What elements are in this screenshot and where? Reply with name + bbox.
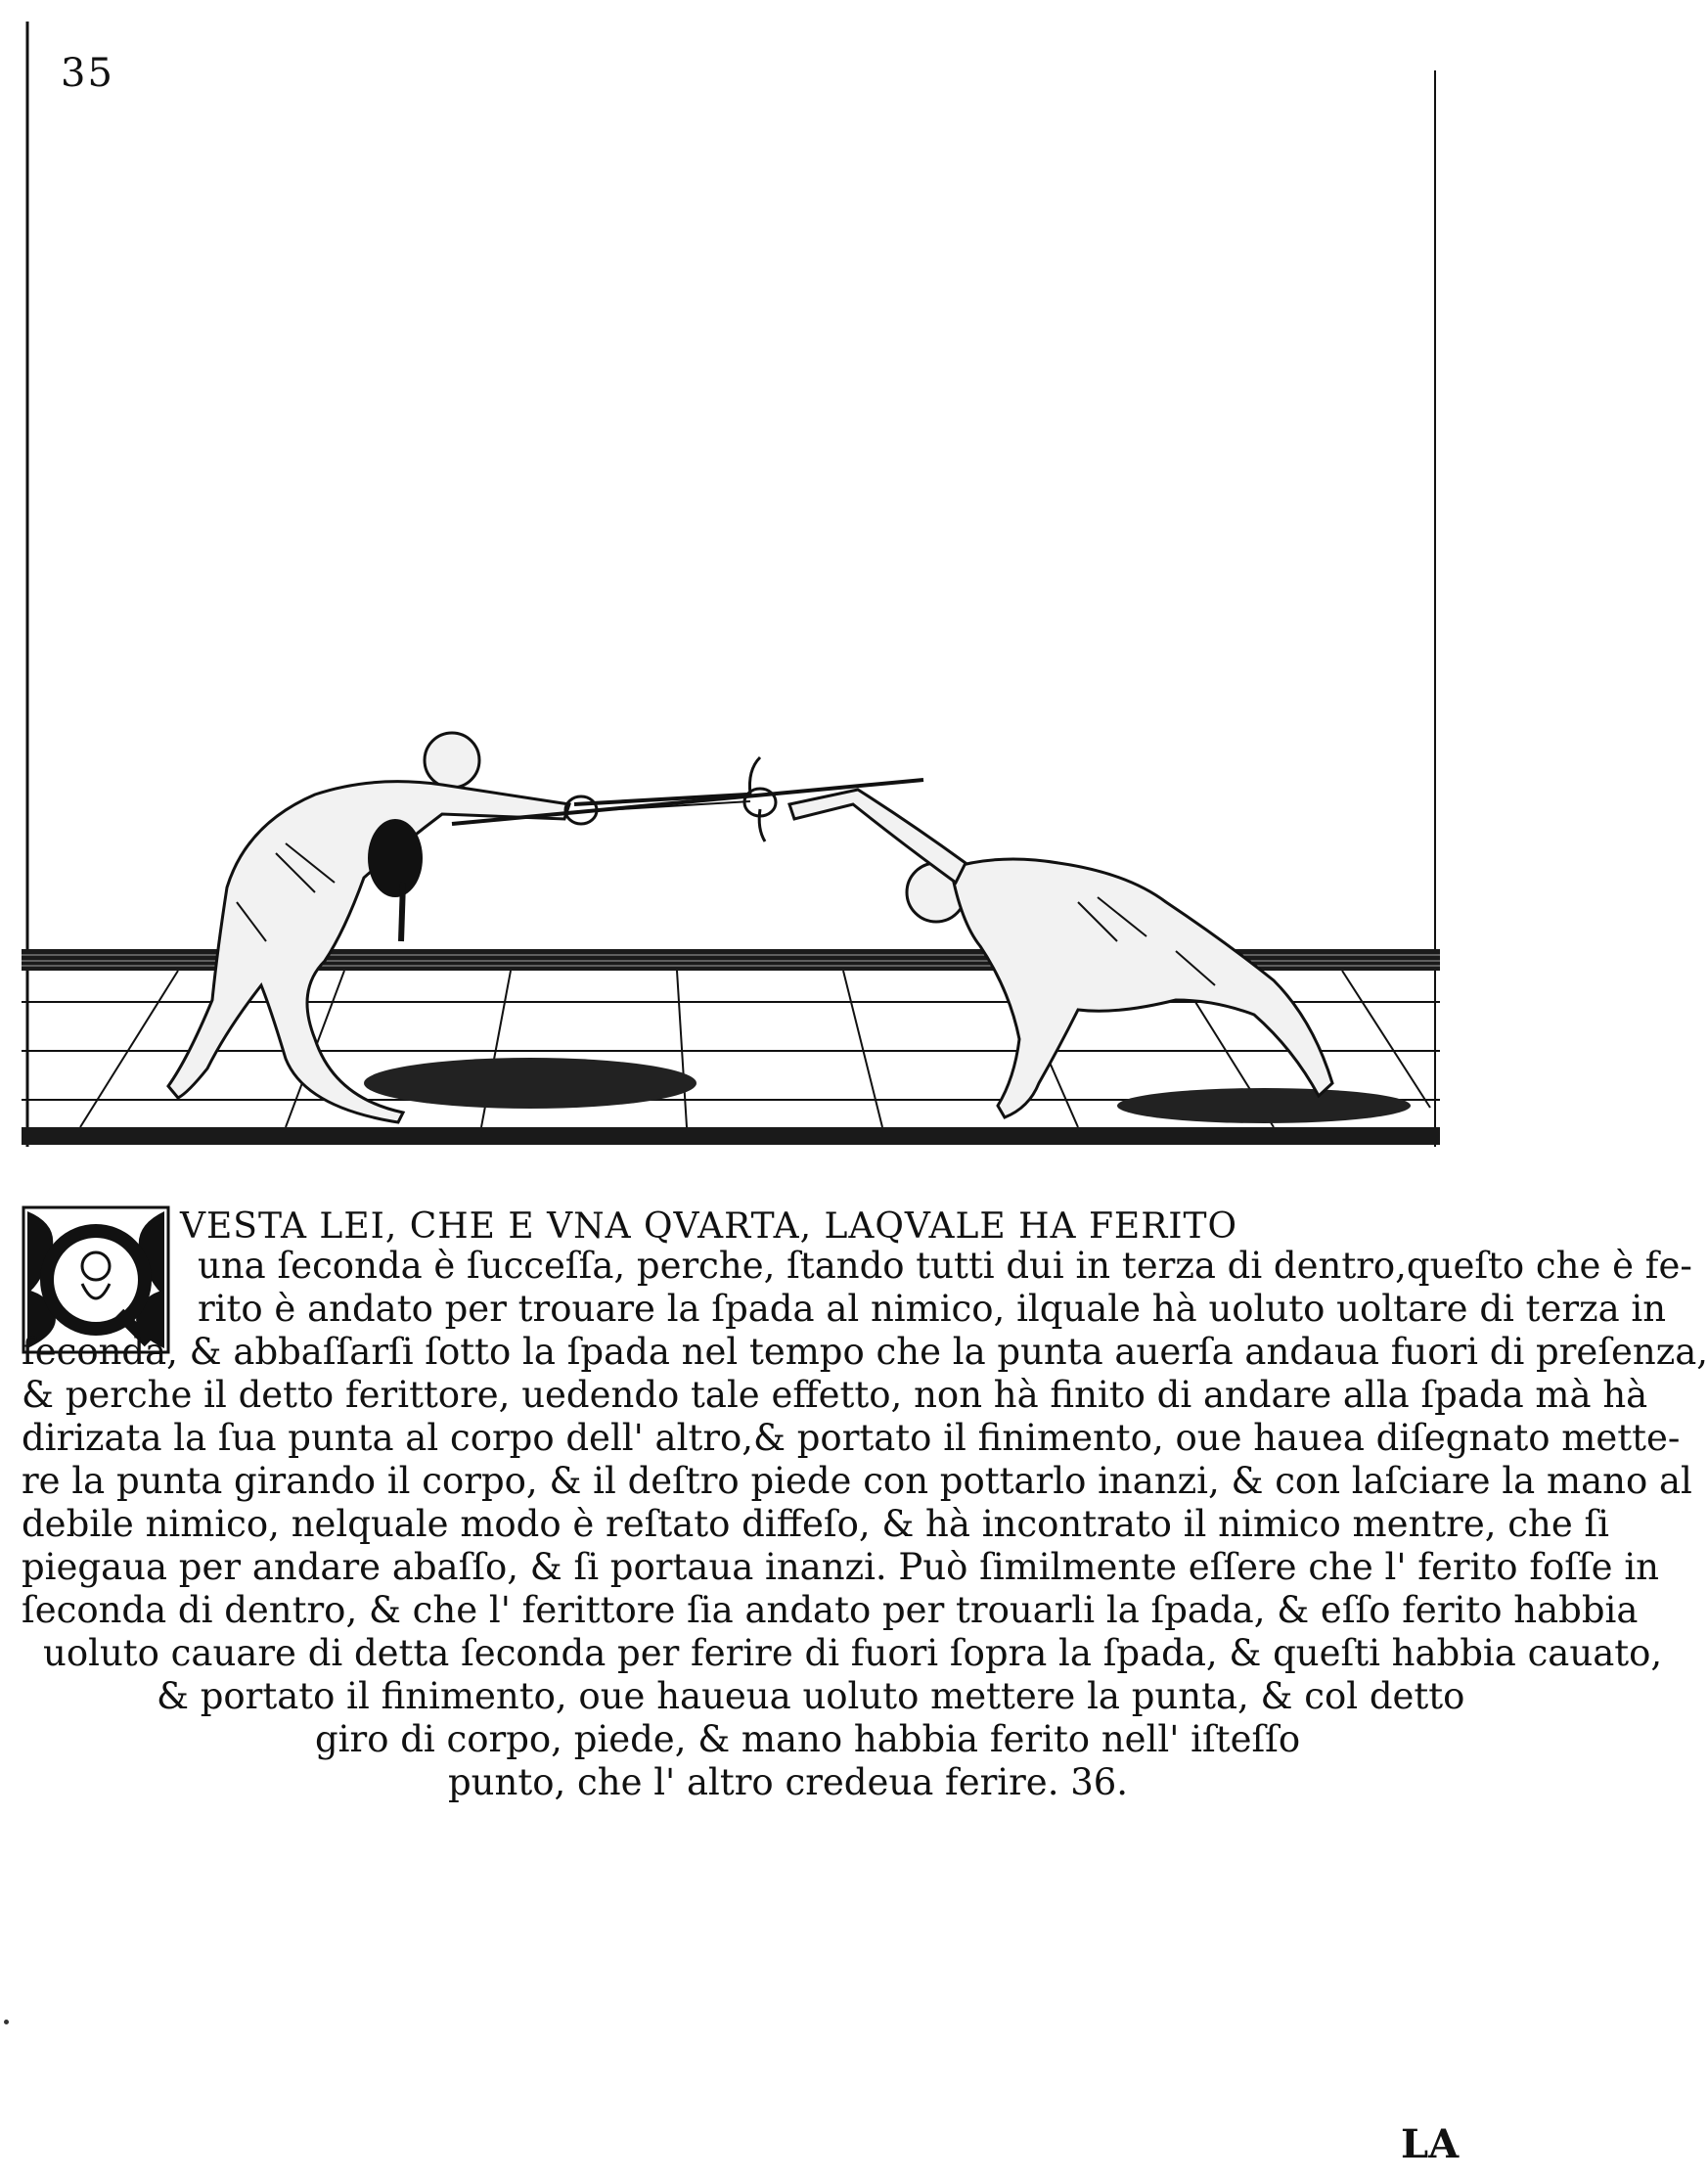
text-line: piegaua per andare abaſſo, & ſi portaua inanzi. Può ſimilmente eſſere che l' ferito foſſe in bbox=[22, 1546, 1659, 1588]
text-line: ſeconda di dentro, & che l' ferittore ſia andato per trouarli la ſpada, & eſſo ferito habbia bbox=[22, 1589, 1639, 1631]
text-line: & portato il finimento, oue haueua uoluto mettere la punta, & col detto bbox=[157, 1675, 1465, 1717]
text-line: re la punta girando il corpo, & il deſtro piede con pottarlo inanzi, & con laſciare la mano al bbox=[22, 1460, 1692, 1502]
page-number: 35 bbox=[61, 51, 114, 96]
fencing-plate-illustration bbox=[22, 22, 1440, 1152]
heading-line: VESTA LEI, CHE E VNA QVARTA, LAQVALE HA FERITO bbox=[180, 1206, 1238, 1247]
text-line: dirizata la ſua punta al corpo dell' altro,& portato il finimento, oue hauea diſegnato mette- bbox=[22, 1417, 1681, 1459]
text-line: giro di corpo, piede, & mano habbia ferito nell' iſteſſo bbox=[315, 1718, 1301, 1760]
catchword: LA bbox=[1401, 2121, 1460, 2167]
text-line: debile nimico, nelquale modo è reſtato diffeſo, & hà incontrato il nimico mentre, che ſi bbox=[22, 1503, 1610, 1545]
text-line: & perche il detto ferittore, uedendo tale effetto, non hà finito di andare alla ſpada mà hà bbox=[22, 1374, 1648, 1416]
text-line: ſeconda, & abbaſſarſi ſotto la ſpada nel tempo che la punta auerſa andaua fuori di preſenza, bbox=[22, 1331, 1708, 1373]
text-line: rito è andato per trouare la ſpada al nimico, ilquale hà uoluto uoltare di terza in bbox=[198, 1288, 1667, 1330]
text-line: punto, che l' altro credeua ferire. 36. bbox=[448, 1761, 1129, 1803]
stray-ink-mark bbox=[4, 2020, 9, 2024]
text-line: una ſeconda è ſucceſſa, perche, ſtando tutti dui in terza di dentro,queſto che è fe- bbox=[198, 1245, 1692, 1287]
text-line: uoluto cauare di detta ſeconda per ferire di fuori ſopra la ſpada, & queſti habbia cauato, bbox=[43, 1632, 1663, 1674]
